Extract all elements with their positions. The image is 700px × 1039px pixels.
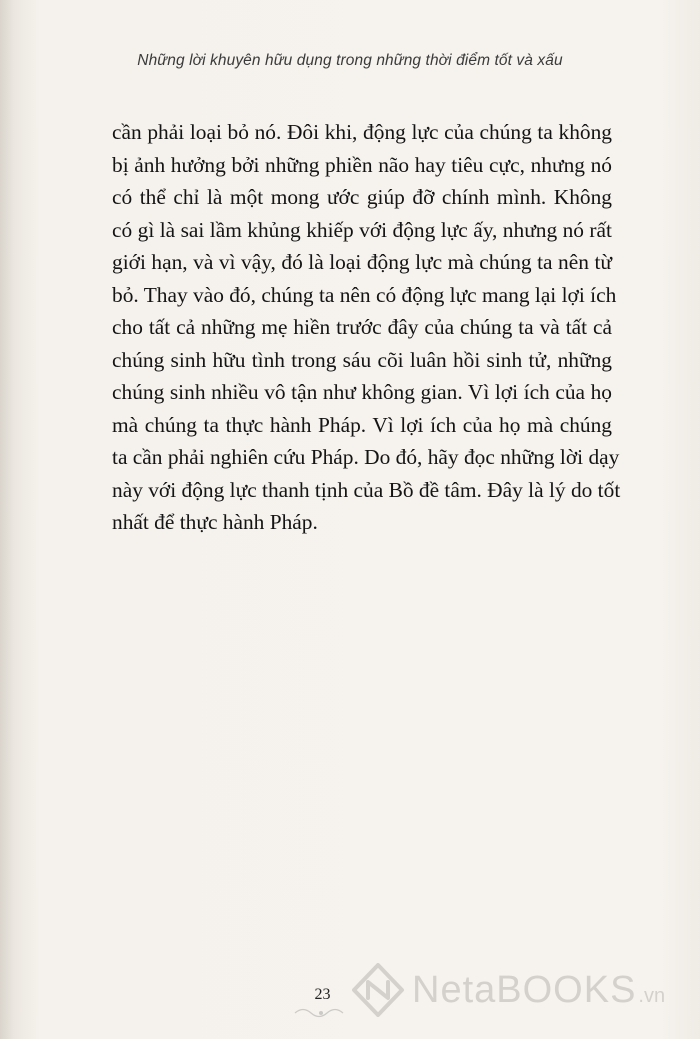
body-line: ta cần phải nghiên cứu Pháp. Do đó, hãy đọc những lời dạy: [112, 445, 620, 469]
watermark-text: NetaBOOKS: [412, 968, 637, 1011]
body-line: bị ảnh hưởng bởi những phiền não hay tiêu cực, nhưng nó: [112, 152, 612, 177]
body-line: nhất để thực hành Pháp.: [112, 510, 318, 534]
body-line: cần phải loại bỏ nó. Đôi khi, động lực của chúng ta không: [112, 120, 612, 144]
body-line: có thể chỉ là một mong ước giúp đỡ chính mình. Không: [112, 185, 612, 209]
body-line: chúng sinh nhiều vô tận như không gian. Vì lợi ích của họ: [112, 380, 612, 404]
body-line: bỏ. Thay vào đó, chúng ta nên có động lực mang lại lợi ích: [112, 282, 617, 307]
page-number: 23: [314, 986, 331, 1003]
body-line: có gì là sai lầm khủng khiếp với động lực ấy, nhưng nó rất: [112, 217, 612, 242]
netabooks-watermark: [350, 960, 690, 1020]
body-line: này với động lực thanh tịnh của Bồ đề tâm. Đây là lý do tốt: [112, 477, 621, 502]
netabooks-logo-icon: [350, 962, 406, 1018]
body-line: mà chúng ta thực hành Pháp. Vì lợi ích của họ mà chúng: [112, 412, 612, 437]
body-paragraph: [112, 116, 621, 539]
body-line: giới hạn, và vì vậy, đó là loại động lực mà chúng ta nên từ: [112, 250, 612, 274]
watermark-suffix: .vn: [638, 985, 666, 1007]
running-header: Những lời khuyên hữu dụng trong những thời điểm tốt và xấu: [137, 52, 563, 69]
ornament-icon: [291, 1006, 351, 1020]
body-line: chúng sinh hữu tình trong sáu cõi luân hồi sinh tử, những: [112, 347, 612, 372]
body-line: cho tất cả những mẹ hiền trước đây của chúng ta và tất cả: [112, 315, 612, 339]
